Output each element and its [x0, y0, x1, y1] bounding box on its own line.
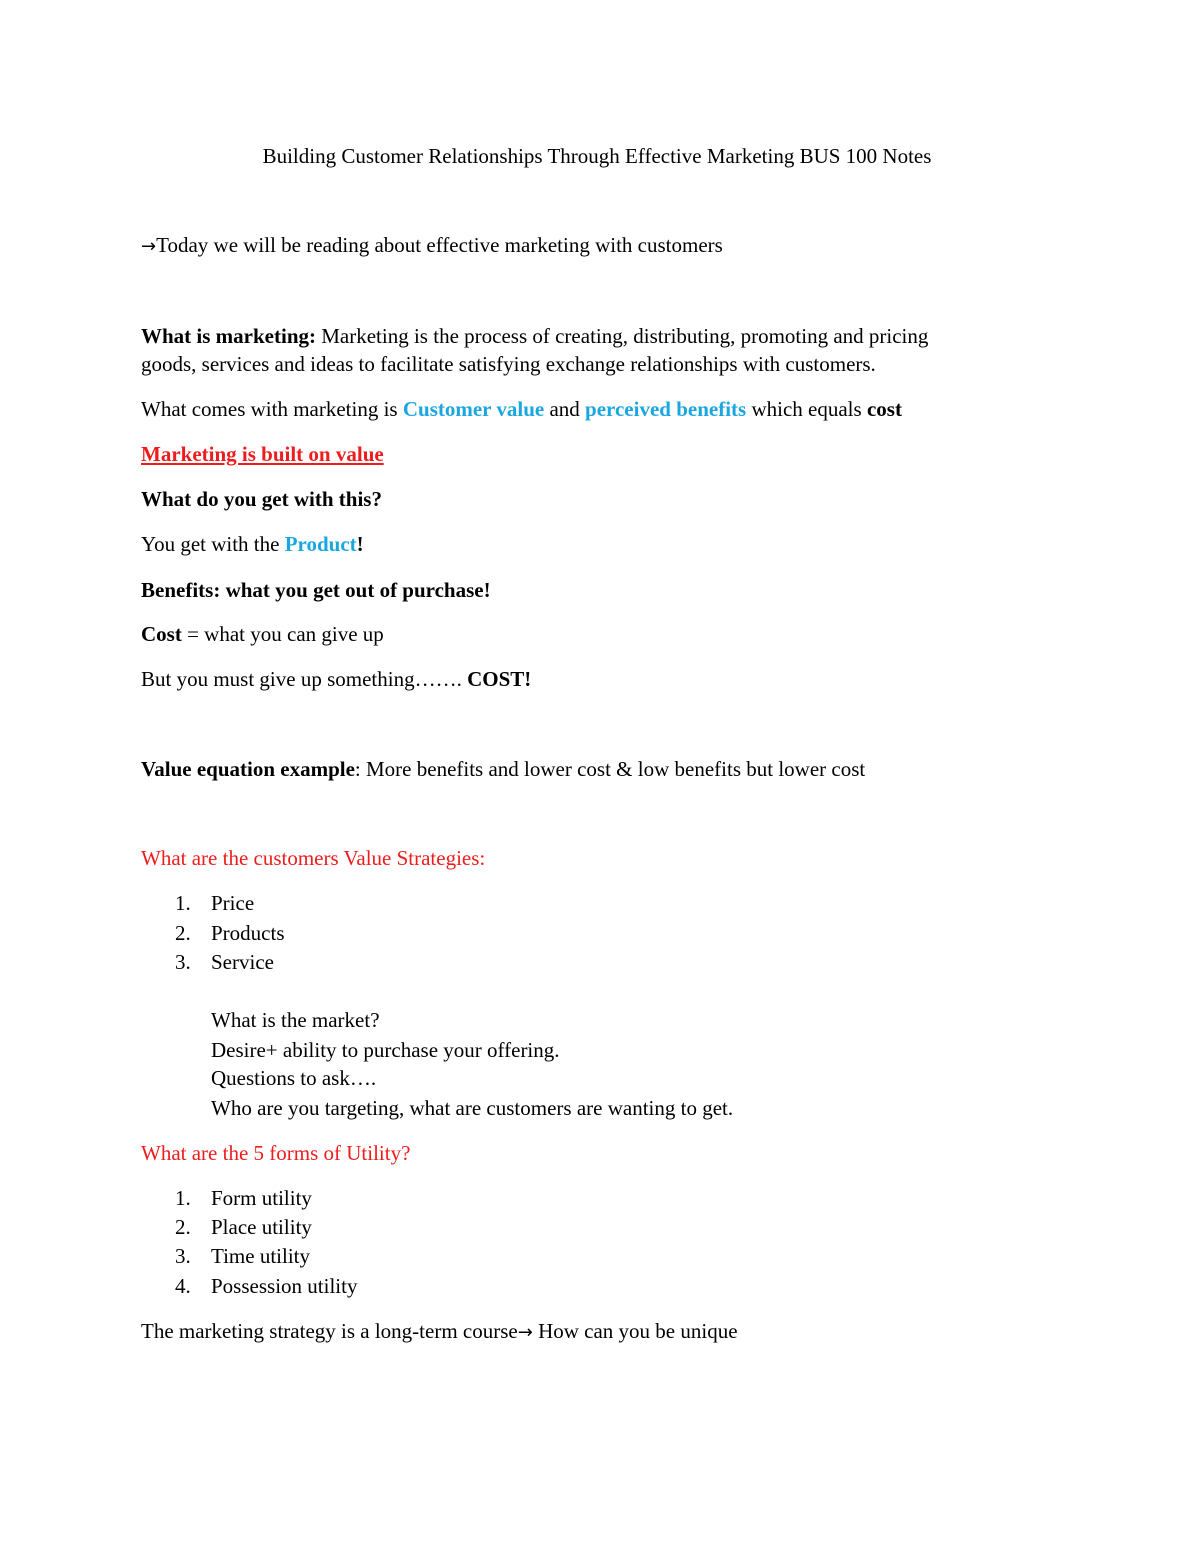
cost-label: Cost — [141, 622, 182, 646]
note-line: Desire+ ability to purchase your offering. — [211, 1038, 560, 1062]
intro-line — [141, 231, 723, 261]
perceived-benefits-term: perceived benefits — [585, 397, 747, 421]
list-item: Products — [211, 921, 285, 945]
give-up-prefix: But you must give up something……. — [141, 667, 468, 691]
product-term: Product — [284, 532, 357, 556]
list-item: Place utility — [211, 1215, 312, 1239]
closing-suffix: How can you be unique — [532, 1319, 738, 1343]
cost-text: = what you can give up — [181, 622, 384, 646]
strategies-heading: What are the customers Value Strategies: — [141, 846, 486, 870]
give-up-line — [141, 665, 531, 693]
question-get-heading: What do you get with this? — [141, 487, 382, 511]
comes-with-middle: and — [544, 397, 586, 421]
comes-with-prefix: What comes with marketing is — [141, 397, 403, 421]
comes-with-line — [141, 395, 902, 423]
list-number: 3. — [175, 1244, 191, 1268]
list-number: 4. — [175, 1274, 191, 1298]
cost-line — [141, 620, 384, 648]
product-line — [141, 530, 364, 558]
product-prefix: You get with the — [141, 532, 285, 556]
definition-line-2: goods, services and ideas to facilitate satisfying exchange relationships with customers. — [141, 352, 876, 376]
list-item: Possession utility — [211, 1274, 358, 1298]
list-number: 3. — [175, 950, 191, 974]
right-arrow-icon: → — [517, 1322, 533, 1343]
benefits-heading: Benefits: what you get out of purchase! — [141, 578, 491, 602]
note-line: Who are you targeting, what are customers are wanting to get. — [211, 1096, 734, 1120]
closing-prefix: The marketing strategy is a long-term course — [141, 1319, 518, 1343]
list-item: Price — [211, 891, 255, 915]
value-equation-line — [141, 755, 865, 783]
list-number: 2. — [175, 921, 191, 945]
document-title: Building Customer Relationships Through Effective Marketing BUS 100 Notes — [262, 144, 932, 168]
comes-with-suffix: which equals — [746, 397, 867, 421]
list-item: Time utility — [211, 1244, 311, 1268]
list-number: 1. — [175, 891, 191, 915]
intro-text: Today we will be reading about effective marketing with customers — [156, 233, 723, 257]
give-up-cost: COST! — [467, 667, 532, 691]
definition-label: What is marketing: — [141, 324, 316, 348]
value-equation-text: : More benefits and lower cost & low benefits but lower cost — [354, 757, 866, 781]
built-on-value-heading: Marketing is built on value — [141, 442, 384, 466]
utility-heading: What are the 5 forms of Utility? — [141, 1141, 411, 1165]
list-item: Service — [211, 950, 274, 974]
note-line: What is the market? — [211, 1008, 380, 1032]
closing-line — [141, 1317, 738, 1347]
definition-text-1: Marketing is the process of creating, distributing, promoting and pricing — [316, 324, 929, 348]
definition-line-1 — [141, 322, 928, 350]
cost-term: cost — [866, 397, 902, 421]
note-line: Questions to ask…. — [211, 1066, 377, 1090]
product-suffix: ! — [356, 532, 364, 556]
list-number: 2. — [175, 1215, 191, 1239]
right-arrow-icon: → — [141, 236, 157, 257]
list-number: 1. — [175, 1186, 191, 1210]
value-equation-label: Value equation example — [141, 757, 355, 781]
list-item: Form utility — [211, 1186, 312, 1210]
customer-value-term: Customer value — [402, 397, 545, 421]
